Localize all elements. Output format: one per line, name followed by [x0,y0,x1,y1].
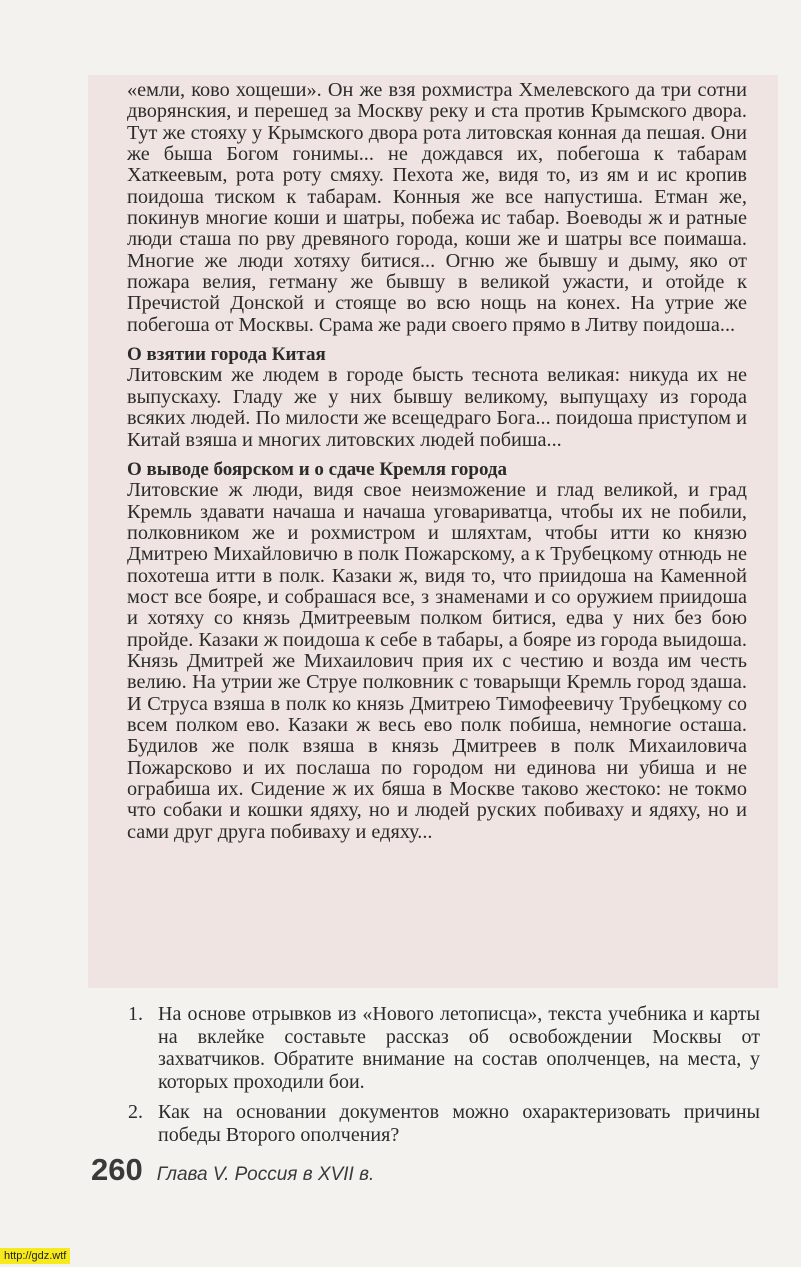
section-text-kitay: Литовским же людем в городе бысть теснота великая: никуда их не выпускаху. Гладу же у них бывшу великому, выпущаху из города всяких людей. По милости же всещедраго Бога... поидоша приступом и Китай взяша и многих литовских людей побиша... [127,364,747,451]
question-text: На основе отрывков из «Нового летописца», текста учебника и карты на вклейке составьте рассказ об освобождении Москвы от захватчиков. Обратите внимание на состав ополченцев, на места, у которых проходили бои. [158,1003,760,1093]
page-footer [91,1152,374,1188]
questions-list [128,1003,760,1154]
question-number: 1. [128,1003,143,1025]
page-number: 260 [91,1152,143,1187]
question-item [128,1101,760,1146]
watermark-link[interactable]: http://gdz.wtf [0,1248,70,1264]
section-title-kitay: О взятии города Китая [127,344,326,366]
section-kitay [127,344,747,451]
question-text: Как на основании документов можно охарактеризовать причины победы Второго ополчения? [158,1101,760,1146]
source-excerpt [127,80,747,843]
chapter-title: Глава V. Россия в XVII в. [156,1164,375,1185]
excerpt-intro: «емли, ково хощеши». Он же взя рохмистра Хмелевского да три сотни дворянския, и перешед за Москву реку и ста против Крымского двора. Тут же стояху у Крымского двора рота литовская конная да пешая. Они же быша Богом гонимы... не дождався их, побегоша к табарам Хаткеевым, рота роту смяху. Пехота же, видя то, из ям и ис кропив поидоша тиском к табарам. Конныя же все напустиша. Етман же, покинув многие коши и шатры, побежа ис табар. Воеводы ж и ратные люди сташа по рву древяного города, коши же и шатры все поимаша. Многие же люди хотяху битися... Огню же бывшу и дыму, яко от пожара велия, гетману же бывшу в великой ужасти, и отойде к Пречистой Донской и стояще во всю нощь на конех. На утрие же побегоша от Москвы. Срама же ради своего прямо в Литву поидоша... [127,79,747,336]
question-number: 2. [128,1101,143,1123]
section-title-kremlin: О выводе боярском и о сдаче Кремля города [127,458,508,480]
section-text-kremlin: Литовские ж люди, видя свое неизможение и глад великой, и град Кремль здавати начаша и начаша уговариватца, чтобы их не побили, полковником же и рохмистром и шляхтам, чтобы итти ко князю Дмитрею Михайловичю в полк Пожарскому, а к Трубецкому отнюдь не похотеша итти в полк. Казаки ж, видя то, что приидоша на Каменной мост все бояре, и собрашася все, з знаменами и со оружием приидоша и хотяху со князь Дмитреевым полком битися, едва у них без бою пройде. Казаки ж поидоша к себе в табары, а бояре из города выидоша. Князь Дмитрей же Михаилович прия их с честию и возда им честь велию. На утрии же Струе полковник с товарыщи Кремль город здаша. И Струса взяша в полк ко князь Дмитрею Тимофеевичу Трубецкому со всем полком ево. Казаки ж весь ево полк побиша, немногие осташа. Будилов же полк взяша в князь Дмитреев в полк Михаиловича Пожарсково и их послаша по городом ни единова ни убиша и не ограбиша их. Сидение ж их бяша в Москве таково жестоко: не токмо что собаки и кошки ядяху, но и людей руских побиваху и ядяху, но и сами друг друга побиваху и едяху... [127,479,747,843]
question-item [128,1003,760,1093]
section-kremlin [127,459,747,843]
